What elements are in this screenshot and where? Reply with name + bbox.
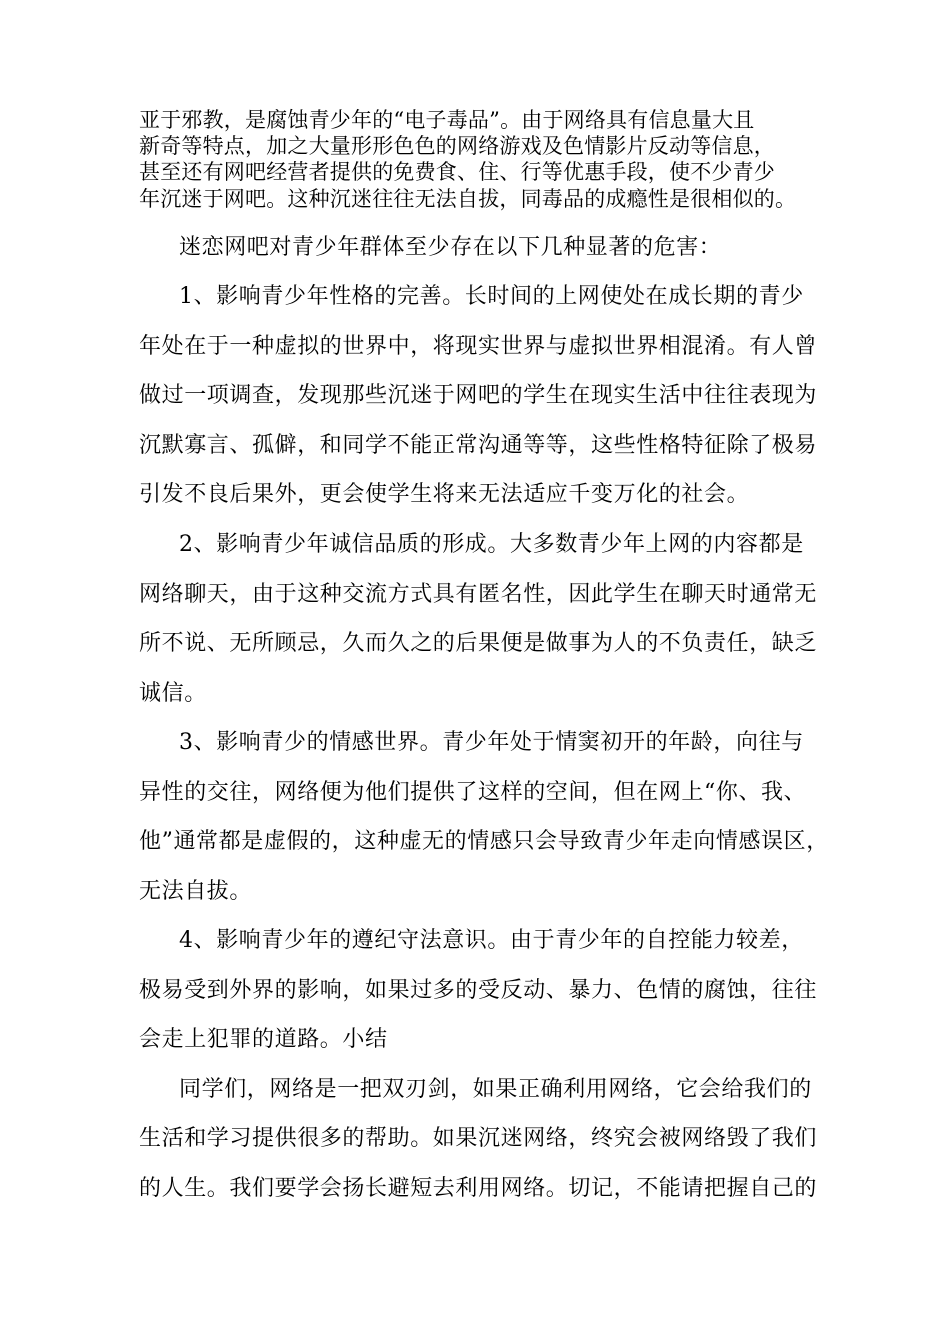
text-line: 新奇等特点，加之大量形形色色的网络游戏及色情影片反动等信息， bbox=[139, 134, 775, 158]
text-line: 沉默寡言、孤僻，和同学不能正常沟通等等，这些性格特征除了极易 bbox=[139, 433, 818, 458]
text-line: 3、影响青少的情感世界。青少年处于情窦初开的年龄，向往与 bbox=[179, 730, 804, 755]
text-line: 网络聊天，由于这种交流方式具有匿名性，因此学生在聊天时通常无 bbox=[139, 582, 818, 607]
text-line: 年沉迷于网吧。这种沉迷往往无法自拔，同毒品的成瘾性是很相似的。 bbox=[139, 187, 797, 211]
text-line: 4、影响青少年的遵纪守法意识。由于青少年的自控能力较差， bbox=[179, 928, 804, 953]
text-line: 做过一项调查，发现那些沉迷于网吧的学生在现实生活中往往表现为 bbox=[139, 383, 818, 408]
text-line: 引发不良后果外，更会使学生将来无法适应千变万化的社会。 bbox=[139, 482, 750, 507]
text-line: 1、影响青少年性格的完善。长时间的上网使处在成长期的青少 bbox=[179, 284, 804, 309]
text-line: 2、影响青少年诚信品质的形成。大多数青少年上网的内容都是 bbox=[179, 532, 804, 557]
text-line: 同学们，网络是一把双刃剑，如果正确利用网络，它会给我们的 bbox=[179, 1077, 812, 1102]
text-line: 他”通常都是虚假的，这种虚无的情感只会导致青少年走向情感误区， bbox=[139, 829, 829, 854]
text-line: 极易受到外界的影响，如果过多的受反动、暴力、色情的腐蚀，往往 bbox=[139, 978, 818, 1003]
text-line: 异性的交往，网络便为他们提供了这样的空间，但在网上“你、我、 bbox=[139, 780, 807, 805]
text-line: 亚于邪教，是腐蚀青少年的“电子毒品”。由于网络具有信息量大且 bbox=[139, 108, 755, 132]
text-line: 所不说、无所顾忌，久而久之的后果便是做事为人的不负责任，缺乏 bbox=[139, 631, 818, 656]
text-line: 会走上犯罪的道路。小结 bbox=[139, 1027, 388, 1052]
text-line: 无法自拔。 bbox=[139, 879, 253, 904]
text-line: 的人生。我们要学会扬长避短去利用网络。切记，不能请把握自己的 bbox=[139, 1176, 818, 1201]
lead-paragraph: 迷恋网吧对青少年群体至少存在以下几种显著的危害： bbox=[179, 235, 722, 260]
text-line: 诚信。 bbox=[139, 681, 207, 706]
text-line: 甚至还有网吧经营者提供的免费食、住、行等优惠手段，使不少青少 bbox=[139, 160, 775, 184]
text-line: 生活和学习提供很多的帮助。如果沉迷网络，终究会被网络毁了我们 bbox=[139, 1126, 818, 1151]
text-line: 年处在于一种虚拟的世界中，将现实世界与虚拟世界相混淆。有人曾 bbox=[139, 334, 818, 359]
